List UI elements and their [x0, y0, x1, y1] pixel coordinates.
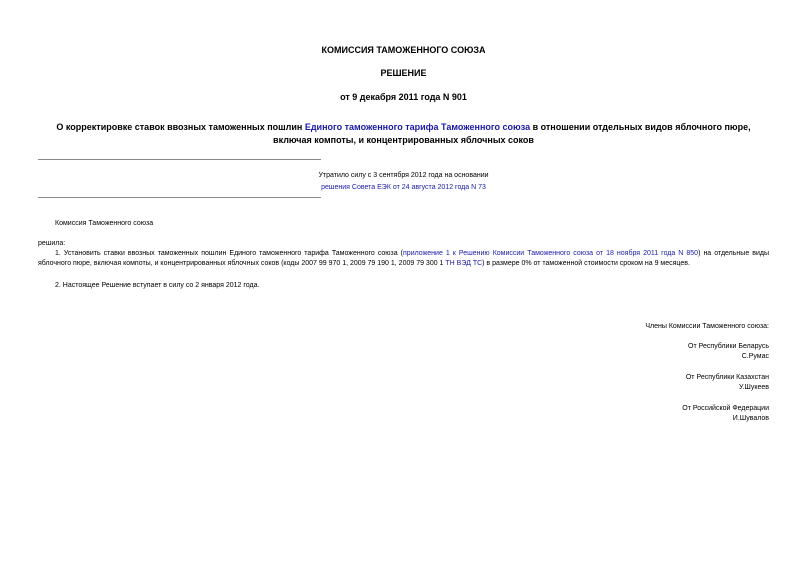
date-heading: от 9 декабря 2011 года N 901	[340, 92, 467, 102]
annex-link[interactable]: приложение 1 к Решению Комиссии Таможенного союза от 18 ноября 2011 года N 850	[403, 250, 699, 257]
document-title	[38, 121, 769, 147]
paragraph-2: 2. Настоящее Решение вступает в силу со 2 января 2012 года.	[55, 282, 260, 289]
signature-belarus-country: От Республики Беларусь	[688, 343, 769, 350]
paragraph-1-text-b: ) на отдельные виды яблочного пюре, включая компоты, и концентрированных яблочных соков (коды 2007 99 970 1, 2009 79 190 1, 2009 79 300 1	[38, 250, 769, 267]
org-heading: КОМИССИЯ ТАМОЖЕННОГО СОЮЗА	[321, 45, 486, 55]
title-text-end: в отношении отдельных видов яблочного пюре, включая компоты, и концентрированных яблочных соков	[273, 122, 751, 145]
paragraph-1-text-a: 1. Установить ставки ввозных таможенных пошлин Единого таможенного тарифа Таможенного союза (	[55, 250, 404, 257]
tn-ved-link[interactable]: ТН ВЭД ТС	[445, 260, 483, 267]
signature-kazakhstan-country: От Республики Казахстан	[685, 374, 769, 381]
signature-belarus-name: С.Румас	[741, 353, 769, 360]
paragraph-1-text-c: ) в размере 0% от таможенной стоимости сроком на 9 месяцев.	[482, 260, 690, 267]
title-tariff-link[interactable]: Единого таможенного тарифа Таможенного союза	[304, 122, 531, 132]
signature-russia-country: От Российской Федерации	[682, 405, 769, 412]
doc-type-heading: РЕШЕНИЕ	[380, 68, 427, 78]
repeal-note	[0, 170, 807, 194]
signatures-heading: Члены Комиссии Таможенного союза:	[645, 323, 769, 330]
signature-russia-name: И.Шувалов	[732, 415, 769, 422]
divider-bottom	[38, 197, 321, 198]
paragraph-1	[38, 249, 769, 269]
issuing-body: Комиссия Таможенного союза	[55, 220, 154, 227]
title-text-start: О корректировке ставок ввозных таможенных пошлин	[56, 122, 305, 132]
repeal-decision-link[interactable]: решения Совета ЕЭК от 24 августа 2012 года N 73	[321, 184, 486, 191]
signature-kazakhstan-name: У.Шукеев	[738, 384, 769, 391]
divider-top	[38, 159, 321, 160]
decided-label: решила:	[38, 240, 66, 247]
repeal-note-text: Утратило силу с 3 сентября 2012 года на основании	[318, 172, 489, 179]
